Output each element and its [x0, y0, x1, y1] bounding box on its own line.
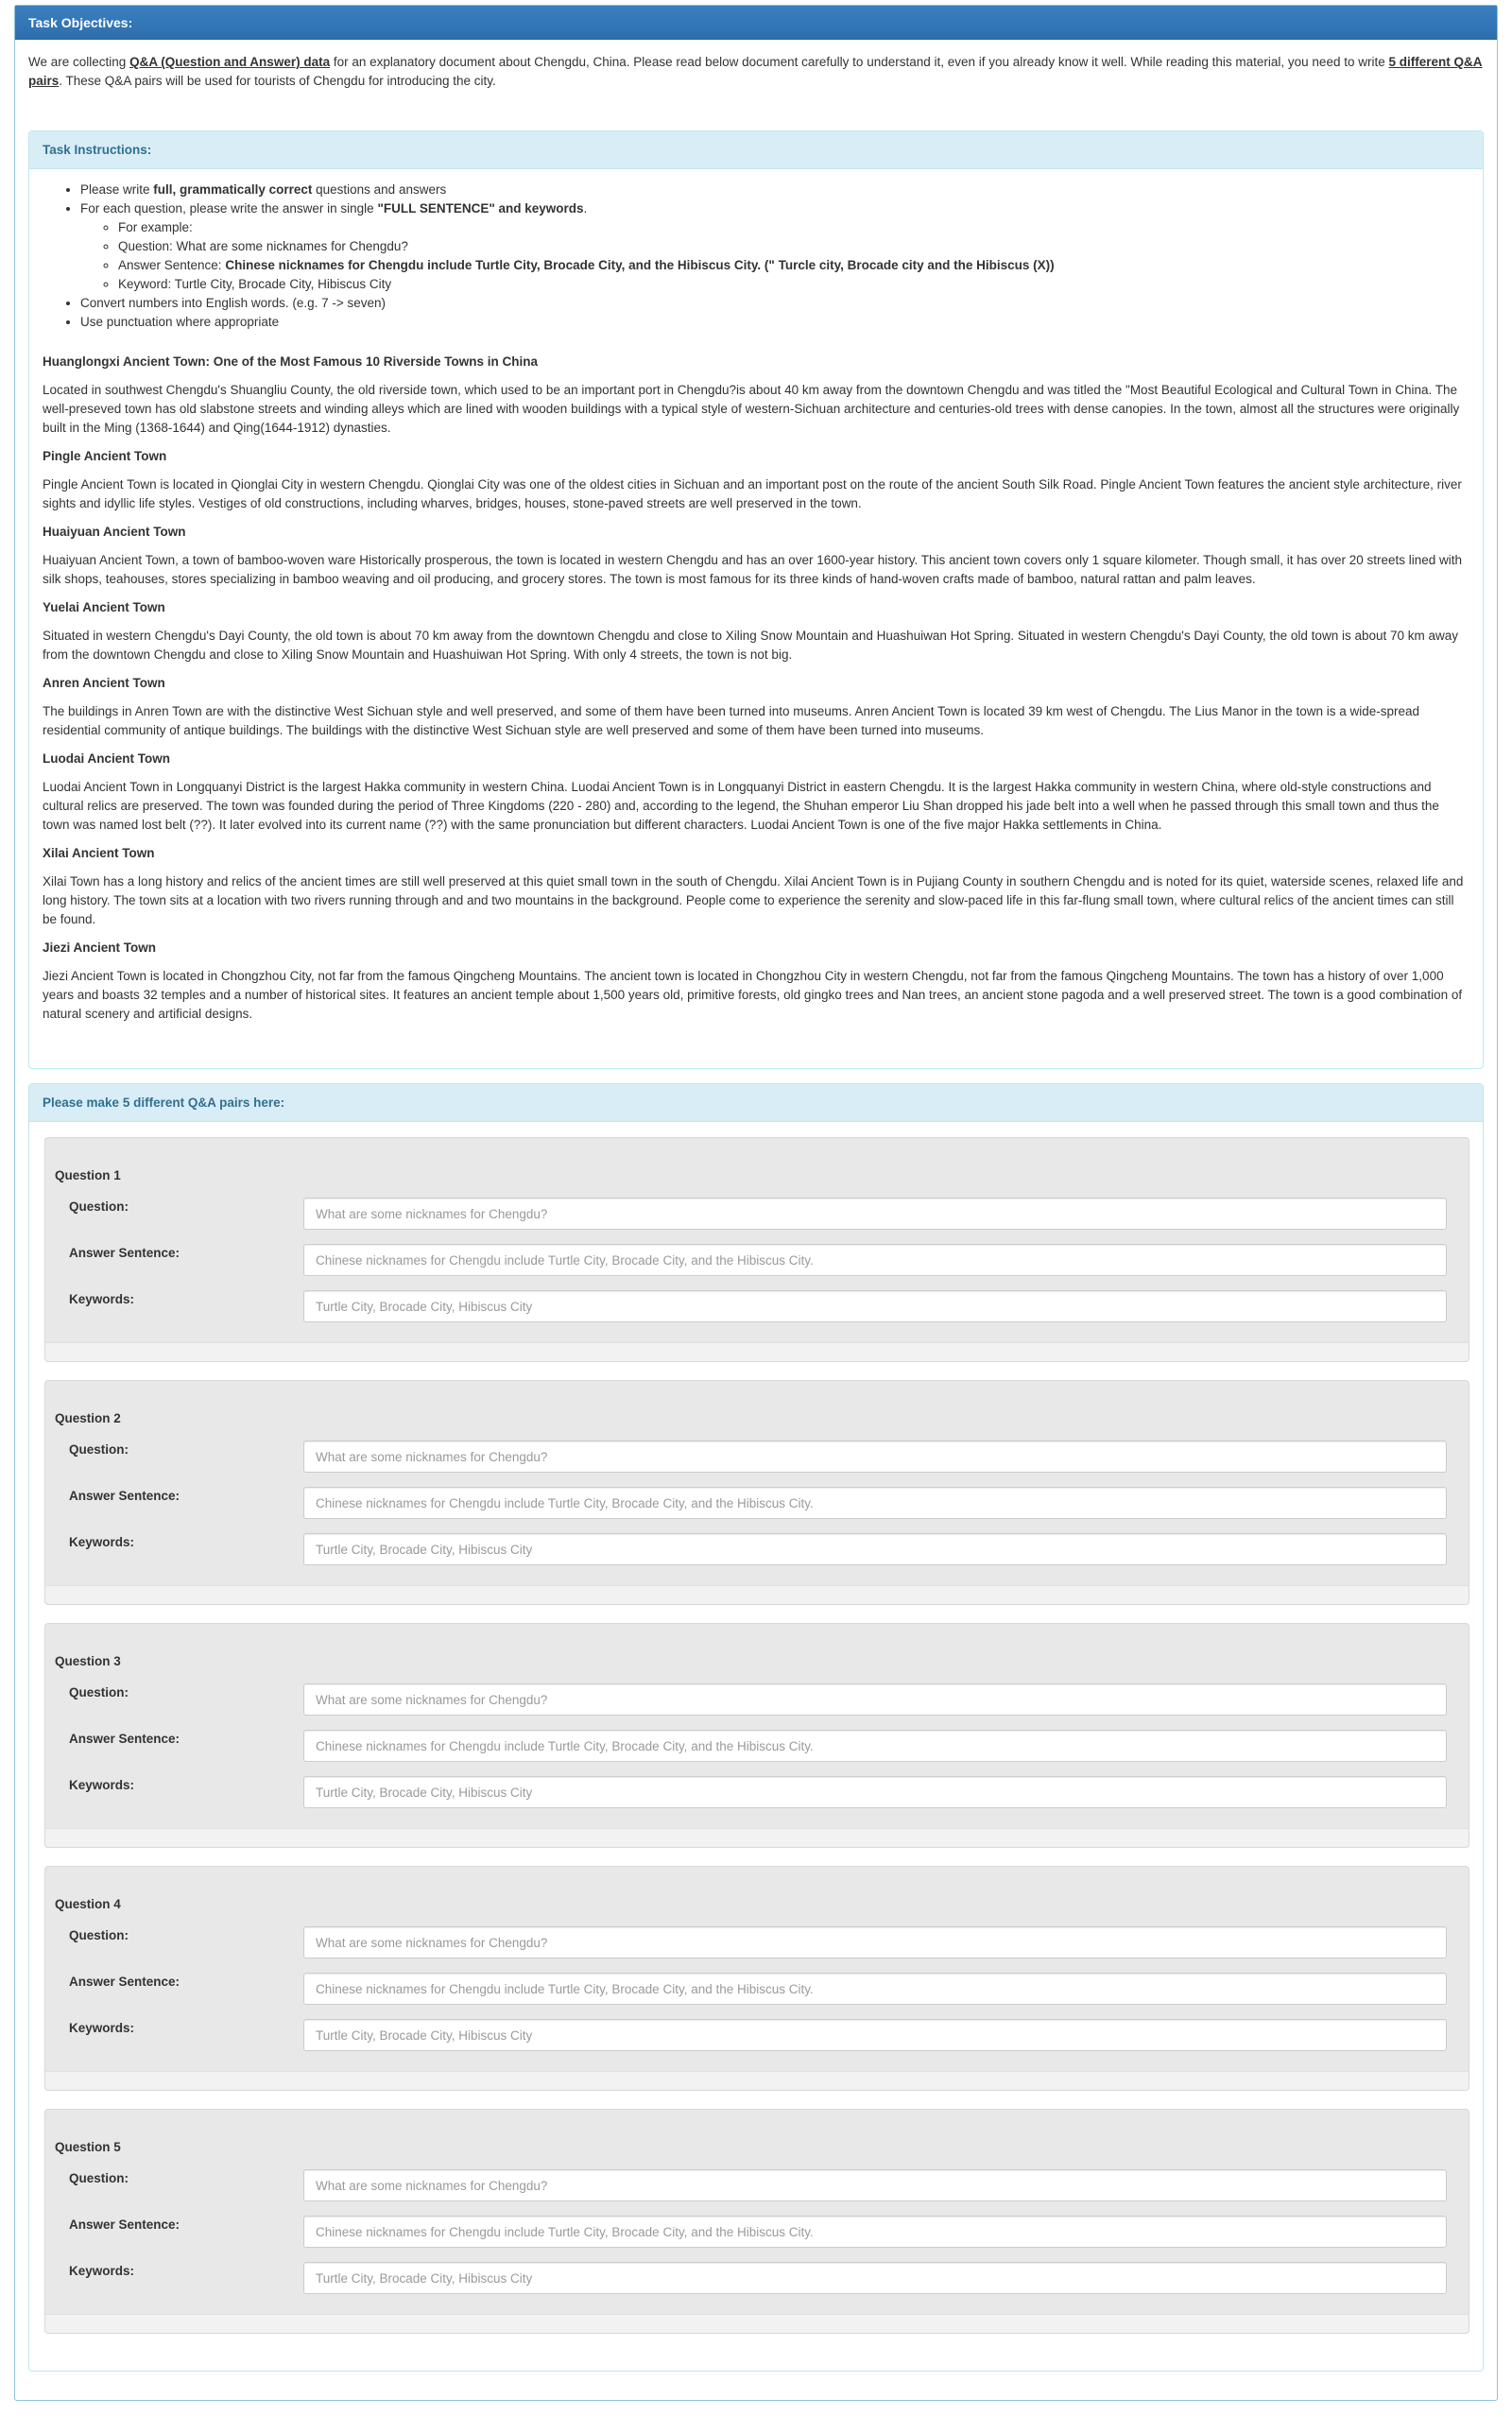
- instruction-item: [80, 199, 1469, 294]
- qa-data-highlight: Q&A (Question and Answer) data: [129, 55, 331, 69]
- answer-input[interactable]: [303, 1973, 1447, 2005]
- keywords-label: Keywords:: [69, 1778, 135, 1792]
- example-keyword: ◦ Keyword: Turtle City, Brocade City, Hibiscus City: [118, 275, 1469, 294]
- article-heading: Anren Ancient Town: [43, 676, 165, 690]
- keywords-label: Keywords:: [69, 1535, 135, 1549]
- answer-label: Answer Sentence:: [69, 1489, 180, 1503]
- five-pairs-highlight: 5 different Q&A pairs: [28, 55, 1483, 88]
- answer-label: Answer Sentence:: [69, 1246, 180, 1260]
- article-heading: Huanglongxi Ancient Town: One of the Most Famous 10 Riverside Towns in China: [43, 354, 539, 369]
- qa-block-2: [44, 1380, 1469, 1605]
- answer-input[interactable]: [303, 2216, 1447, 2248]
- instruction-item: [80, 181, 1469, 199]
- objectives-text-part: . These Q&A pairs will be used for tourists of Chengdu for introducing the city.: [59, 74, 496, 88]
- answer-label: Answer Sentence:: [69, 1975, 180, 1989]
- article-heading: Huaiyuan Ancient Town: [43, 525, 186, 539]
- instructions-list: [43, 181, 1469, 332]
- qa-block-3: [44, 1623, 1469, 1848]
- instruction-text: .: [583, 201, 588, 216]
- objectives-text: [15, 40, 1497, 91]
- article-heading: Xilai Ancient Town: [43, 846, 155, 860]
- keywords-input[interactable]: [303, 1533, 1447, 1565]
- instructions-panel: [28, 130, 1484, 1069]
- example-answer: [118, 256, 1469, 275]
- qa-block-footer: [45, 1342, 1469, 1361]
- qa-title: Question 2: [55, 1411, 121, 1425]
- article-heading: Luodai Ancient Town: [43, 751, 170, 766]
- article-paragraph: Pingle Ancient Town is located in Qionglai City in western Chengdu. Qionglai City was one of the oldest cities in Sichuan and an important post on the route of the ancient South Silk Road. Pingle Ancient Town features the ancient style architecture, river sights and idyllic life styles. Vestiges of old constructions, including wharves, bridges, houses, stone-paved streets are well preserved in the town.: [43, 477, 1462, 510]
- article-heading: Jiezi Ancient Town: [43, 940, 157, 955]
- instruction-item: • Convert numbers into English words. (e.g. 7 -> seven): [80, 294, 1469, 313]
- question-label: Question:: [69, 2171, 129, 2185]
- instructions-body: [29, 169, 1483, 1046]
- qa-block-footer: [45, 2314, 1469, 2333]
- answer-label: Answer Sentence:: [69, 2217, 180, 2232]
- answer-input[interactable]: [303, 1730, 1447, 1762]
- article-paragraph: Jiezi Ancient Town is located in Chongzhou City, not far from the famous Qingcheng Mountains. The ancient town is located in Chongzhou City in western Chengdu, not far from the famous Qingcheng Mountains. The town has a history of over 1,000 years and boasts 32 temples and a number of historical sites. It features an ancient temple about 1,500 years old, primitive forests, old gingko trees and Nan trees, an ancient stone pagoda and a well preserved street. The town is a good combination of natural scenery and artificial designs.: [43, 969, 1463, 1021]
- instruction-item: • Use punctuation where appropriate: [80, 313, 1469, 332]
- qa-block-1: [44, 1137, 1469, 1362]
- answer-input[interactable]: [303, 1244, 1447, 1276]
- instruction-text: questions and answers: [312, 182, 447, 197]
- qa-title: Question 3: [55, 1654, 121, 1668]
- task-container: [14, 5, 1498, 2401]
- objectives-header: Task Objectives:: [15, 6, 1497, 40]
- answer-label: Answer Sentence:: [69, 1732, 180, 1746]
- qa-header: Please make 5 different Q&A pairs here:: [29, 1084, 1483, 1122]
- example-label: ◦ For example:: [118, 218, 1469, 237]
- instructions-header: Task Instructions:: [29, 131, 1483, 169]
- answer-input[interactable]: [303, 1487, 1447, 1519]
- question-input[interactable]: [303, 1198, 1447, 1230]
- qa-block-4: [44, 1866, 1469, 2091]
- question-input[interactable]: [303, 2169, 1447, 2201]
- keywords-label: Keywords:: [69, 1292, 135, 1306]
- article-paragraph: Luodai Ancient Town in Longquanyi District is the largest Hakka community in western China. Luodai Ancient Town is in Longquanyi District in eastern Chengdu. It is the largest Hakka community in western China, where old-style constructions and cultural relics are preserved. The town was founded during the period of Three Kingdoms (220 - 280) and, according to the legend, the Shuhan emperor Liu Shan dropped his jade belt into a well when he passed through this small town and thus the town was named lost belt (??). It later evolved into its current name (??) with the same pronunciation but different characters. Luodai Ancient Town is one of the five major Hakka settlements in China.: [43, 780, 1439, 832]
- example-answer-text: Chinese nicknames for Chengdu include Turtle City, Brocade City, and the Hibiscus City. (" Turcle city, Brocade city and the Hibiscus (X)): [225, 258, 1055, 272]
- article-heading: Pingle Ancient Town: [43, 449, 167, 463]
- keywords-input[interactable]: [303, 1290, 1447, 1322]
- qa-block-footer: [45, 1585, 1469, 1604]
- qa-block-footer: [45, 2071, 1469, 2090]
- qa-block-footer: [45, 1828, 1469, 1847]
- question-label: Question:: [69, 1928, 129, 1942]
- keywords-input[interactable]: [303, 2019, 1447, 2051]
- question-input[interactable]: [303, 1926, 1447, 1958]
- article: [43, 353, 1469, 1024]
- qa-title: Question 4: [55, 1897, 121, 1911]
- question-label: Question:: [69, 1442, 129, 1457]
- objectives-text-part: for an explanatory document about Chengdu, China. Please read below document carefully to understand it, even if you already know it well. While reading this material, you need to write: [330, 55, 1389, 69]
- article-paragraph: Xilai Town has a long history and relics of the ancient times are still well preserved at this quiet small town in the south of Chengdu. Xilai Ancient Town is in Pujiang County in southern Chengdu and is noted for its quiet, waterside scenes, relaxed life and long history. The town sits at a location with two rivers running through and and two mountains in the background. People come to experience the serenity and slow-paced life in this far-flung small town, where cultural relics of the ancient times can still be found.: [43, 874, 1464, 926]
- keywords-label: Keywords:: [69, 2264, 135, 2278]
- example-question: ◦ Question: What are some nicknames for Chengdu?: [118, 237, 1469, 256]
- instruction-text: Please write: [80, 182, 154, 197]
- keywords-input[interactable]: [303, 2262, 1447, 2294]
- question-label: Question:: [69, 1685, 129, 1700]
- example-list: [80, 218, 1469, 294]
- instruction-text: For each question, please write the answer in single: [80, 201, 378, 216]
- article-paragraph: Situated in western Chengdu's Dayi County, the old town is about 70 km away from the downtown Chengdu and close to Xiling Snow Mountain and Huashuiwan Hot Spring. Situated in western Chengdu's Dayi County, the old town is about 70 km away from the downtown Chengdu and close to Xiling Snow Mountain and Huashuiwan Hot Spring. With only 4 streets, the town is not big.: [43, 629, 1459, 662]
- question-input[interactable]: [303, 1441, 1447, 1473]
- objectives-text-part: We are collecting: [28, 55, 130, 69]
- article-heading: Yuelai Ancient Town: [43, 600, 165, 614]
- example-answer-label: Answer Sentence:: [118, 258, 226, 272]
- qa-title: Question 5: [55, 2140, 121, 2154]
- qa-panel: [28, 1083, 1484, 2372]
- question-input[interactable]: [303, 1683, 1447, 1716]
- instruction-bold: "FULL SENTENCE" and keywords: [377, 201, 584, 216]
- qa-title: Question 1: [55, 1168, 121, 1182]
- article-paragraph: The buildings in Anren Town are with the distinctive West Sichuan style and well preserved, and some of them have been turned into museums. Anren Ancient Town is located 39 km west of Chengdu. The Lius Manor in the town is a wide-spread residential community of antique buildings. The buildings with the distinctive West Sichuan style are well preserved and some of them have been turned into museums.: [43, 704, 1420, 737]
- qa-block-5: [44, 2109, 1469, 2334]
- keywords-input[interactable]: [303, 1776, 1447, 1808]
- article-paragraph: Located in southwest Chengdu's Shuangliu County, the old riverside town, which used to be an important port in Chengdu?is about 40 km away from the downtown Chengdu and was titled the "Most Beautiful Ecological and Cultural Town in China. The well-preseved town has old slabstone streets and winding alleys which are lined with wooden buildings with a typical style of western-Sichuan architecture and centuries-old trees with dense canopies. In the town, almost all the structures were originally built in the Ming (1368-1644) and Qing(1644-1912) dynasties.: [43, 383, 1460, 435]
- question-label: Question:: [69, 1199, 129, 1214]
- keywords-label: Keywords:: [69, 2021, 135, 2035]
- instruction-bold: full, grammatically correct: [153, 182, 313, 197]
- article-paragraph: Huaiyuan Ancient Town, a town of bamboo-woven ware Historically prosperous, the town is located in western Chengdu and has an over 1600-year history. This ancient town covers only 1 square kilometer. Though small, it has over 20 streets lined with silk shops, teahouses, stores specializing in bamboo weaving and oil producing, and grocery stores. The town is most famous for its three kinds of hand-woven crafts made of bamboo, natural rattan and palm leaves.: [43, 553, 1463, 586]
